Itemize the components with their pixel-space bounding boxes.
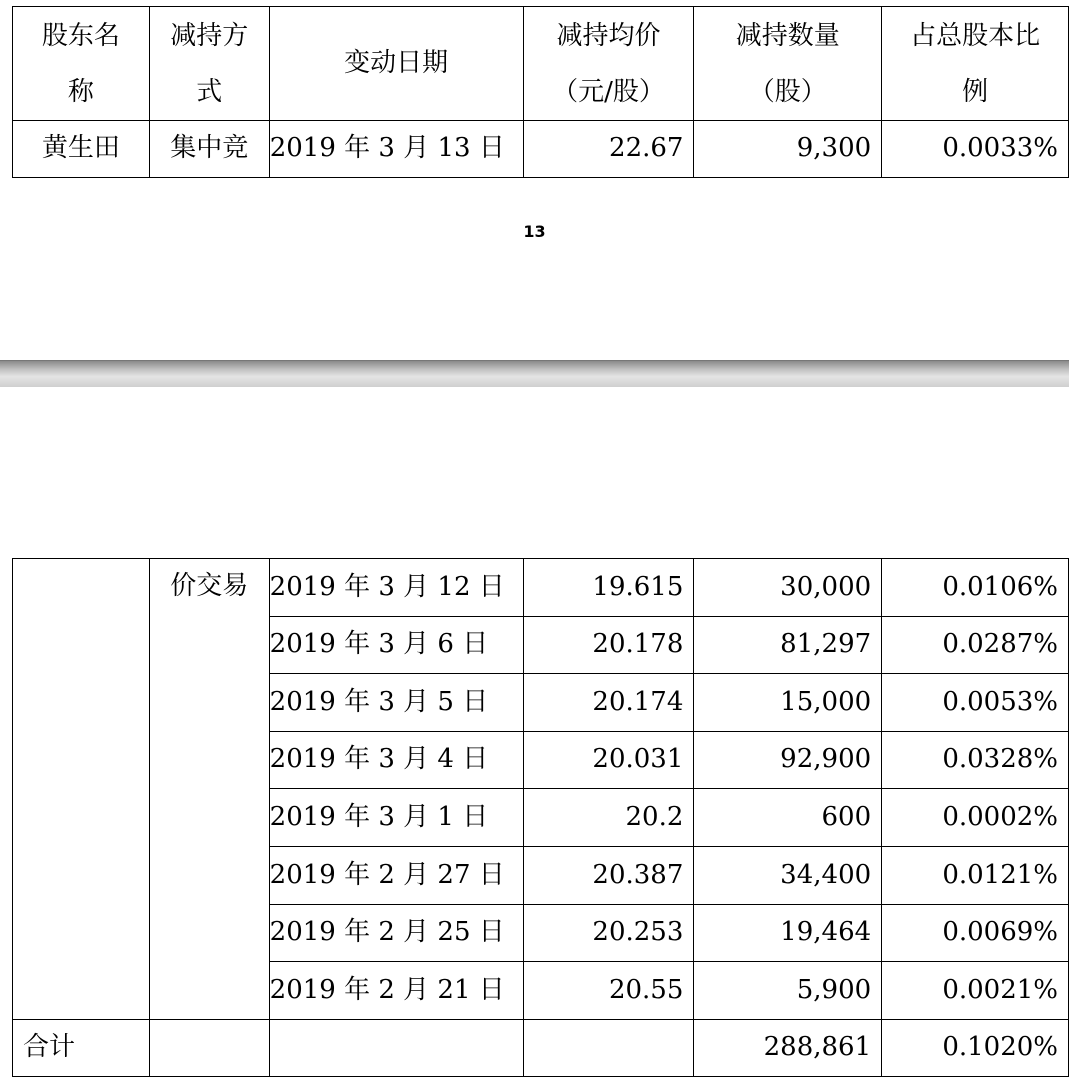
cell-quantity: 9,300 xyxy=(694,121,882,178)
cell-date: 2019 年 2 月 27 日 xyxy=(269,846,523,904)
cell-date: 2019 年 3 月 13 日 xyxy=(269,121,523,178)
header-shareholder: 股东名 称 xyxy=(13,7,150,121)
header-date: 变动日期 xyxy=(269,7,523,121)
cell-date: 2019 年 2 月 21 日 xyxy=(269,962,523,1020)
cell-avg-price: 20.55 xyxy=(523,962,694,1020)
cell-date: 2019 年 3 月 6 日 xyxy=(269,616,523,674)
header-ratio: 占总股本比 例 xyxy=(882,7,1069,121)
cell-avg-price: 20.174 xyxy=(523,674,694,732)
cell-shareholder-continued xyxy=(13,559,150,1020)
cell-ratio: 0.0033% xyxy=(882,121,1069,178)
page-number: 13 xyxy=(523,222,546,241)
cell-ratio: 0.0002% xyxy=(882,789,1069,847)
cell-ratio: 0.0328% xyxy=(882,731,1069,789)
cell-quantity: 15,000 xyxy=(694,674,882,732)
reduction-table-continued xyxy=(12,558,1069,1077)
cell-date: 2019 年 2 月 25 日 xyxy=(269,904,523,962)
total-row xyxy=(13,1019,1069,1077)
table-row xyxy=(13,121,1069,178)
cell-method-continued: 价交易 xyxy=(149,559,269,1020)
cell-avg-price: 20.387 xyxy=(523,846,694,904)
cell-ratio: 0.0053% xyxy=(882,674,1069,732)
total-date-empty xyxy=(269,1019,523,1077)
total-method-empty xyxy=(149,1019,269,1077)
cell-date: 2019 年 3 月 5 日 xyxy=(269,674,523,732)
cell-avg-price: 20.2 xyxy=(523,789,694,847)
cell-avg-price: 19.615 xyxy=(523,559,694,617)
cell-ratio: 0.0106% xyxy=(882,559,1069,617)
header-quantity: 减持数量 （股） xyxy=(694,7,882,121)
header-method: 减持方 式 xyxy=(149,7,269,121)
header-avg-price: 减持均价 （元/股） xyxy=(523,7,694,121)
cell-quantity: 92,900 xyxy=(694,731,882,789)
header-row xyxy=(13,7,1069,121)
cell-avg-price: 22.67 xyxy=(523,121,694,178)
total-quantity: 288,861 xyxy=(694,1019,882,1077)
reduction-table-top xyxy=(12,6,1069,178)
cell-quantity: 5,900 xyxy=(694,962,882,1020)
cell-date: 2019 年 3 月 4 日 xyxy=(269,731,523,789)
cell-shareholder: 黄生田 xyxy=(13,121,150,178)
cell-quantity: 34,400 xyxy=(694,846,882,904)
total-label: 合计 xyxy=(13,1019,150,1077)
cell-quantity: 81,297 xyxy=(694,616,882,674)
cell-quantity: 19,464 xyxy=(694,904,882,962)
cell-avg-price: 20.178 xyxy=(523,616,694,674)
cell-quantity: 30,000 xyxy=(694,559,882,617)
cell-ratio: 0.0121% xyxy=(882,846,1069,904)
cell-ratio: 0.0287% xyxy=(882,616,1069,674)
total-ratio: 0.1020% xyxy=(882,1019,1069,1077)
table-row xyxy=(13,559,1069,617)
total-price-empty xyxy=(523,1019,694,1077)
cell-ratio: 0.0069% xyxy=(882,904,1069,962)
cell-ratio: 0.0021% xyxy=(882,962,1069,1020)
page-break-divider xyxy=(0,360,1069,387)
cell-date: 2019 年 3 月 12 日 xyxy=(269,559,523,617)
cell-date: 2019 年 3 月 1 日 xyxy=(269,789,523,847)
cell-avg-price: 20.031 xyxy=(523,731,694,789)
cell-avg-price: 20.253 xyxy=(523,904,694,962)
cell-method: 集中竞 xyxy=(149,121,269,178)
cell-quantity: 600 xyxy=(694,789,882,847)
